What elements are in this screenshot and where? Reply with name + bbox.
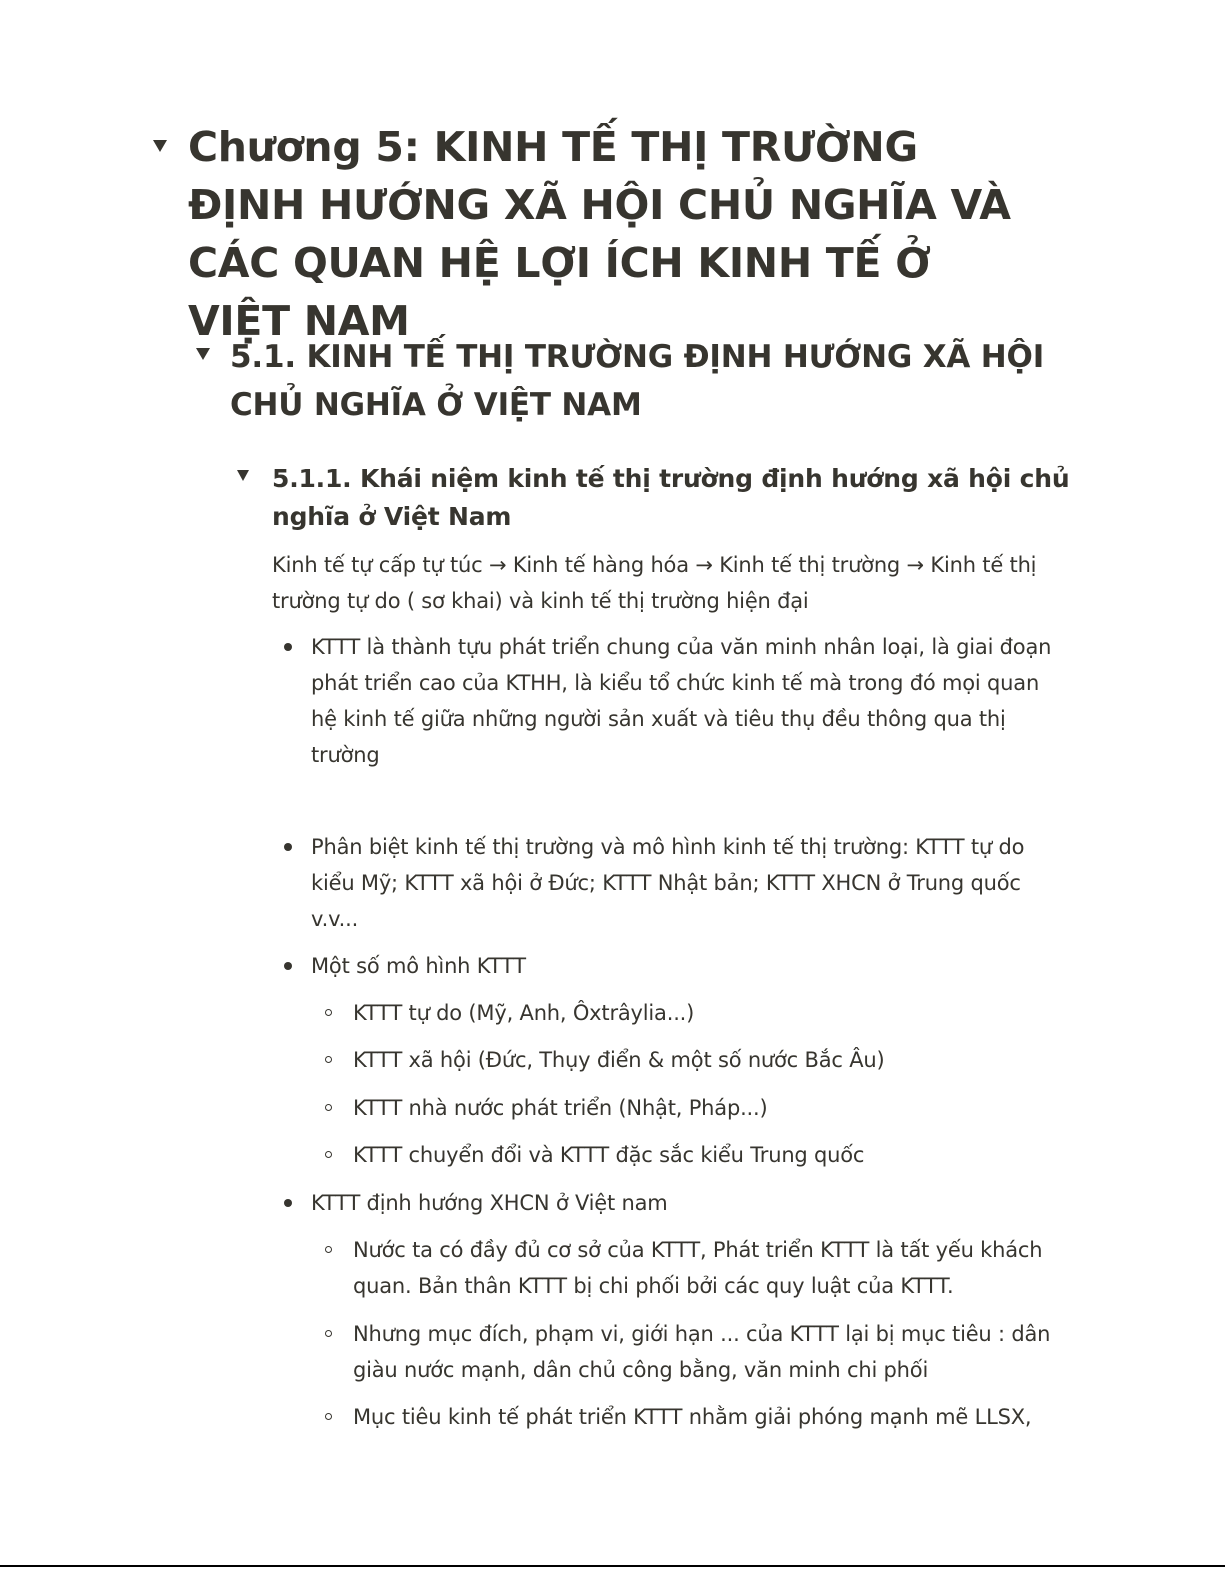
bullet-dot-icon: [284, 962, 292, 970]
bullet-dot-icon: [284, 1199, 292, 1207]
page-bottom-border: [0, 1565, 1225, 1585]
section-heading: 5.1. KINH TẾ THỊ TRƯỜNG ĐỊNH HƯỚNG XÃ HỘI CHỦ NGHĨA Ở VIỆT NAM: [230, 339, 1045, 423]
sub-bullet-circle-icon: [325, 1009, 332, 1016]
toggle-triangle-icon[interactable]: [153, 140, 167, 152]
list-item: KTTT là thành tựu phát triển chung của văn minh nhân loại, là giai đoạn phát triển cao của KTHH, là kiểu tổ chức kinh tế mà trong đó mọi quan hệ kinh tế giữa những người sản xuất và tiêu thụ đều thông qua thị trường: [311, 635, 1052, 767]
bullet-dot-icon: [284, 643, 292, 651]
list-item: KTTT định hướng XHCN ở Việt nam: [311, 1191, 668, 1215]
sub-bullet-circle-icon: [325, 1413, 332, 1420]
subsection-heading: 5.1.1. Khái niệm kinh tế thị trường định hướng xã hội chủ nghĩa ở Việt Nam: [272, 464, 1070, 531]
intro-paragraph: Kinh tế tự cấp tự túc → Kinh tế hàng hóa → Kinh tế thị trường → Kinh tế thị trường tự do ( sơ khai) và kinh tế thị trường hiện đại: [272, 553, 1037, 613]
chapter-heading: Chương 5: KINH TẾ THỊ TRƯỜNG ĐỊNH HƯỚNG XÃ HỘI CHỦ NGHĨA VÀ CÁC QUAN HỆ LỢI ÍCH KINH TẾ Ở VIỆT NAM: [188, 123, 1011, 345]
list-item: Phân biệt kinh tế thị trường và mô hình kinh tế thị trường: KTTT tự do kiểu Mỹ; KTTT xã hội ở Đức; KTTT Nhật bản; KTTT XHCN ở Trung quốc v.v...: [311, 835, 1025, 931]
list-item: KTTT tự do (Mỹ, Anh, Ôxtrâylia...): [353, 1001, 695, 1025]
list-item: Mục tiêu kinh tế phát triển KTTT nhằm giải phóng mạnh mẽ LLSX,: [353, 1405, 1032, 1429]
toggle-triangle-icon[interactable]: [196, 348, 210, 360]
list-item: KTTT chuyển đổi và KTTT đặc sắc kiểu Trung quốc: [353, 1143, 865, 1167]
toggle-triangle-icon[interactable]: [237, 470, 249, 481]
sub-bullet-circle-icon: [325, 1056, 332, 1063]
sub-bullet-circle-icon: [325, 1104, 332, 1111]
list-item: Nhưng mục đích, phạm vi, giới hạn ... của KTTT lại bị mục tiêu : dân giàu nước mạnh, dân chủ công bằng, văn minh chi phối: [353, 1322, 1051, 1382]
sub-bullet-circle-icon: [325, 1330, 332, 1337]
list-item: KTTT nhà nước phát triển (Nhật, Pháp...): [353, 1096, 768, 1120]
list-item: KTTT xã hội (Đức, Thụy điển & một số nước Bắc Âu): [353, 1048, 885, 1072]
list-item: Nước ta có đầy đủ cơ sở của KTTT, Phát triển KTTT là tất yếu khách quan. Bản thân KTTT bị chi phối bởi các quy luật của KTTT.: [353, 1238, 1043, 1298]
sub-bullet-circle-icon: [325, 1246, 332, 1253]
sub-bullet-circle-icon: [325, 1151, 332, 1158]
list-item: Một số mô hình KTTT: [311, 954, 526, 978]
bullet-dot-icon: [284, 843, 292, 851]
